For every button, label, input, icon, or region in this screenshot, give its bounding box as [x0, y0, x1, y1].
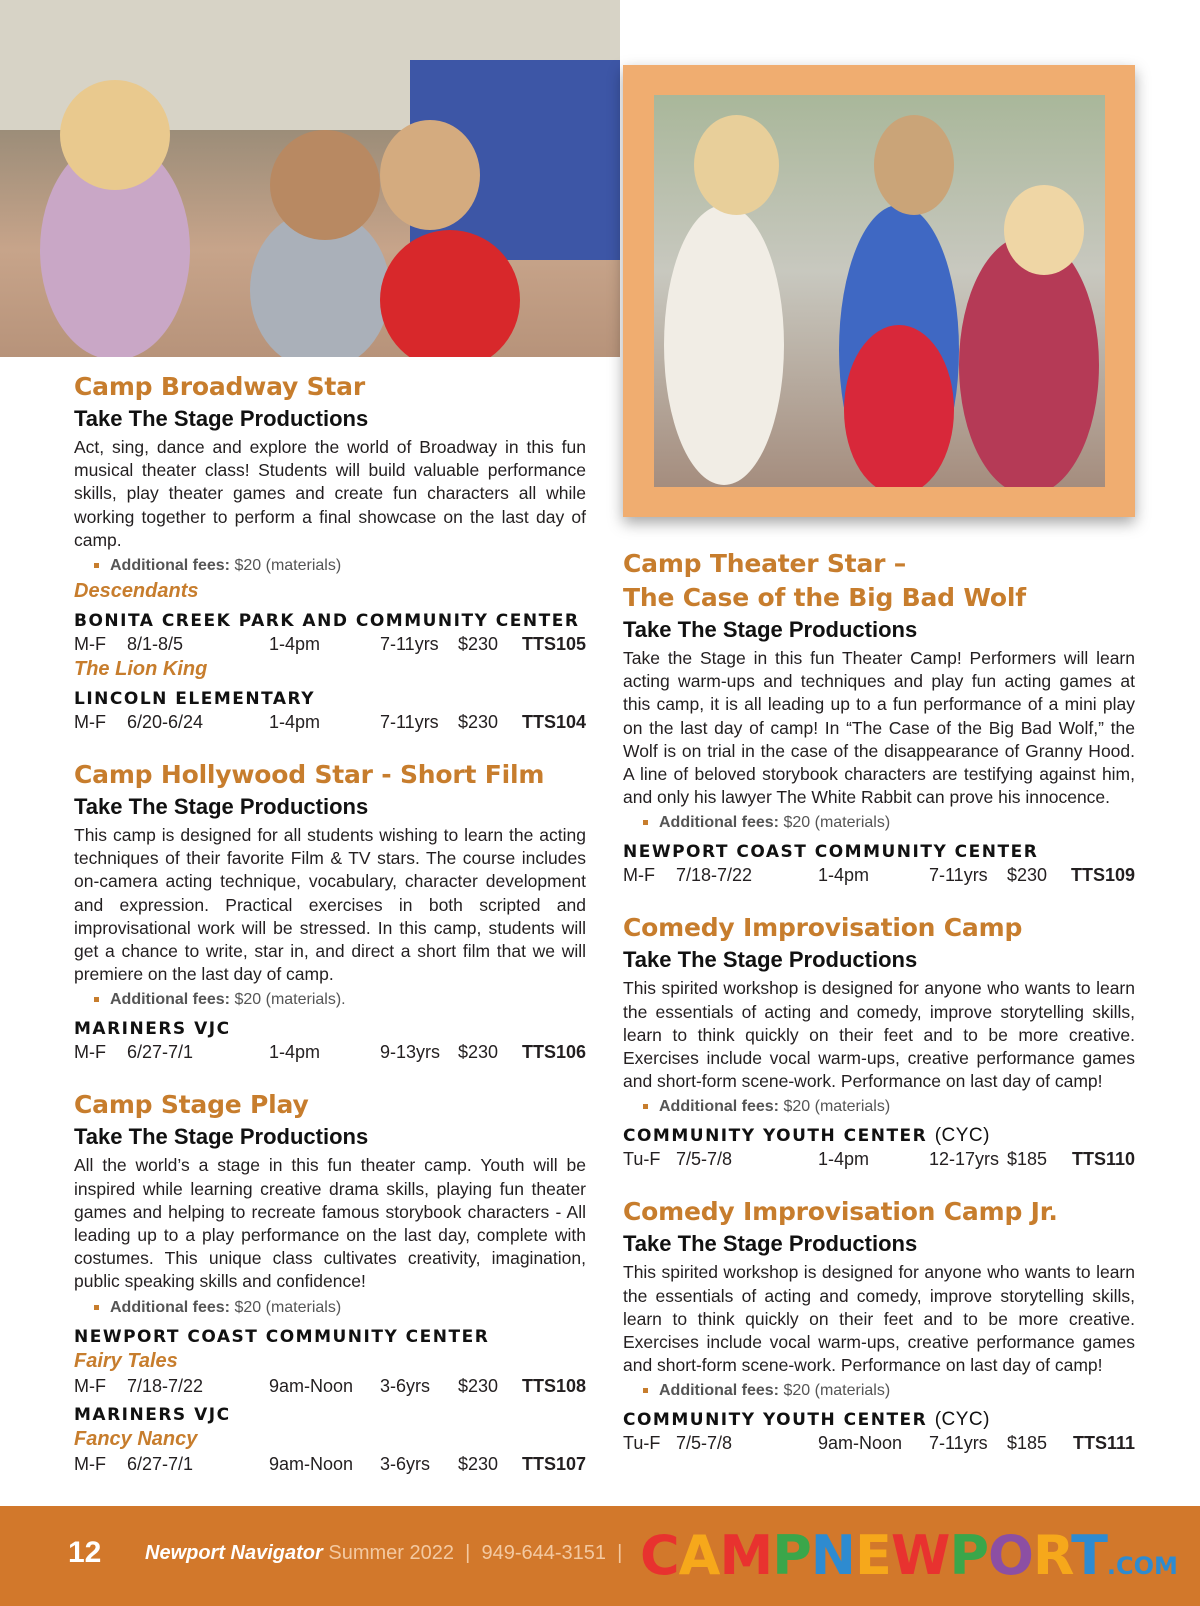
additional-fees: Additional fees: $20 (materials). [74, 988, 586, 1012]
publication-info: Newport Navigator Summer 2022 | 949-644-3151 | [145, 1542, 623, 1564]
page-footer [0, 1506, 1200, 1606]
comedy-improv-jr-section [623, 1195, 1135, 1455]
additional-fees: Additional fees: $20 (materials) [74, 554, 586, 578]
schedule-row: Tu-F 7/5-7/8 9am-Noon 7-11yrs $185 TTS111 [623, 1433, 1135, 1454]
issue: Summer 2022 [328, 1542, 454, 1564]
provider-name: Take The Stage Productions [74, 794, 369, 820]
campnewport-logo[interactable] [640, 1524, 1178, 1587]
logo-letter: C [640, 1524, 679, 1587]
description: This spirited workshop is designed for anyone who wants to learn the essentials of acting and comedy, improve storytelling skills, learn to think quickly on their feet and to be more creative. Exercises include vocal warm-ups, creative performance games and short-form scene-work. Performance on last day of camp! [623, 978, 1135, 1092]
section-title: Camp Hollywood Star - Short Film [74, 760, 545, 790]
schedule-row: M-F 7/18-7/22 9am-Noon 3-6yrs $230 TTS108 [74, 1375, 586, 1396]
venue-name: NEWPORT COAST COMMUNITY CENTER [74, 1326, 490, 1347]
camp-stage-play-section [74, 1088, 586, 1475]
framed-photo [623, 65, 1135, 517]
show-name: Fairy Tales [74, 1349, 178, 1372]
schedule-row: M-F 6/27-7/1 1-4pm 9-13yrs $230 TTS106 [74, 1042, 586, 1063]
section-title: Comedy Improvisation Camp [623, 913, 1023, 943]
schedule-row: M-F 7/18-7/22 1-4pm 7-11yrs $230 TTS109 [623, 865, 1135, 886]
venue-name: MARINERS VJC [74, 1019, 231, 1040]
venue-name: COMMUNITY YOUTH CENTER (CYC) [623, 1125, 990, 1147]
schedule-row: Tu-F 7/5-7/8 1-4pm 12-17yrs $185 TTS110 [623, 1149, 1135, 1170]
description: All the world’s a stage in this fun theater camp. Youth will be inspired while learning creative drama skills, playing fun theater games and helping to recreate famous storybook characters - All leading up to a play performance on the last day, complete with costumes. This unique class cultivates creativity, imagination, public speaking skills and confidence! [74, 1155, 586, 1292]
additional-fees: Additional fees: $20 (materials) [623, 811, 1135, 835]
section-title-line2: The Case of the Big Bad Wolf [623, 583, 1026, 612]
additional-fees: Additional fees: $20 (materials) [623, 1379, 1135, 1403]
logo-letter: E [854, 1524, 891, 1587]
additional-fees: Additional fees: $20 (materials) [623, 1095, 1135, 1119]
provider-name: Take The Stage Productions [623, 1231, 918, 1257]
show-name: Descendants [74, 580, 199, 603]
logo-letter: R [1032, 1524, 1072, 1587]
logo-letter: N [810, 1524, 855, 1587]
provider-name: Take The Stage Productions [623, 617, 918, 642]
camp-broadway-star-section [74, 370, 586, 734]
camp-hollywood-star-section [74, 758, 586, 1064]
section-title: Camp Broadway Star [74, 372, 365, 401]
venue-name: BONITA CREEK PARK AND COMMUNITY CENTER [74, 611, 580, 632]
logo-letter: A [678, 1524, 720, 1587]
venue-name: COMMUNITY YOUTH CENTER (CYC) [623, 1409, 990, 1431]
logo-letter: M [719, 1524, 773, 1587]
logo-suffix: .COM [1106, 1552, 1178, 1580]
logo-letter: T [1071, 1524, 1107, 1587]
description: This spirited workshop is designed for anyone who wants to learn the essentials of acting and comedy, improve storytelling skills, learn to think quickly on their feet and to be more creative. Exercises include vocal warm-ups, creative performance games and short-form scene-work. Performance on last day of camp! [623, 1262, 1135, 1376]
phone-number: 949-644-3151 [481, 1542, 607, 1564]
description: Act, sing, dance and explore the world of Broadway in this fun musical theater class! Students will build valuable performance skills, play theater games and create fun characters all while working together to perform a final showcase on the last day of camp. [74, 437, 586, 550]
comedy-improv-section [623, 911, 1135, 1171]
logo-text [640, 1524, 1107, 1587]
provider-name: Take The Stage Productions [74, 1124, 369, 1150]
schedule-row: M-F 6/27-7/1 9am-Noon 3-6yrs $230 TTS107 [74, 1453, 586, 1474]
page-number: 12 [68, 1536, 102, 1569]
provider-name: Take The Stage Productions [623, 947, 918, 973]
additional-fees: Additional fees: $20 (materials) [74, 1296, 586, 1320]
schedule-row: M-F 8/1-8/5 1-4pm 7-11yrs $230 TTS105 [74, 634, 586, 655]
logo-letter: W [890, 1524, 950, 1587]
section-title: Camp Stage Play [74, 1090, 309, 1120]
left-column [74, 370, 586, 1476]
venue-name: NEWPORT COAST COMMUNITY CENTER [623, 842, 1039, 863]
section-title: Comedy Improvisation Camp Jr. [623, 1197, 1058, 1227]
venue-name: MARINERS VJC [74, 1404, 231, 1425]
children-dancing-photo [0, 0, 620, 357]
description: This camp is designed for all students wishing to learn the acting techniques of their favorite Film & TV stars. The course includes on-camera acting technique, vocabulary, character development and expression. Practical exercises in both scripted and improvisational work will be stressed. In this camp, students will get a chance to write, star in, and direct a short film that we will premiere on the last day of camp. [74, 825, 586, 985]
publication-name: Newport Navigator [145, 1542, 323, 1564]
girls-in-costumes-photo [654, 95, 1105, 487]
right-column [623, 547, 1135, 1455]
logo-letter: O [988, 1524, 1033, 1587]
schedule-row: M-F 6/20-6/24 1-4pm 7-11yrs $230 TTS104 [74, 712, 586, 733]
logo-letter: P [949, 1524, 989, 1587]
description: Take the Stage in this fun Theater Camp! Performers will learn acting warm-ups and techniques and play fun acting games at this camp, it is all leading up to a fun performance of a mini play on the last day of camp! In “The Case of the Big Bad Wolf,” the Wolf is on trial in the case of the disappearance of Granny Hood. A line of beloved storybook characters are testifying against him, and only his lawyer The White Rabbit can prove his innocence. [623, 648, 1135, 808]
venue-name: LINCOLN ELEMENTARY [74, 689, 316, 710]
provider-name: Take The Stage Productions [74, 406, 369, 431]
show-name: The Lion King [74, 658, 208, 681]
camp-theater-star-section [623, 547, 1135, 887]
logo-letter: P [772, 1524, 811, 1587]
section-title: Camp Theater Star – [623, 549, 907, 578]
show-name: Fancy Nancy [74, 1427, 198, 1450]
